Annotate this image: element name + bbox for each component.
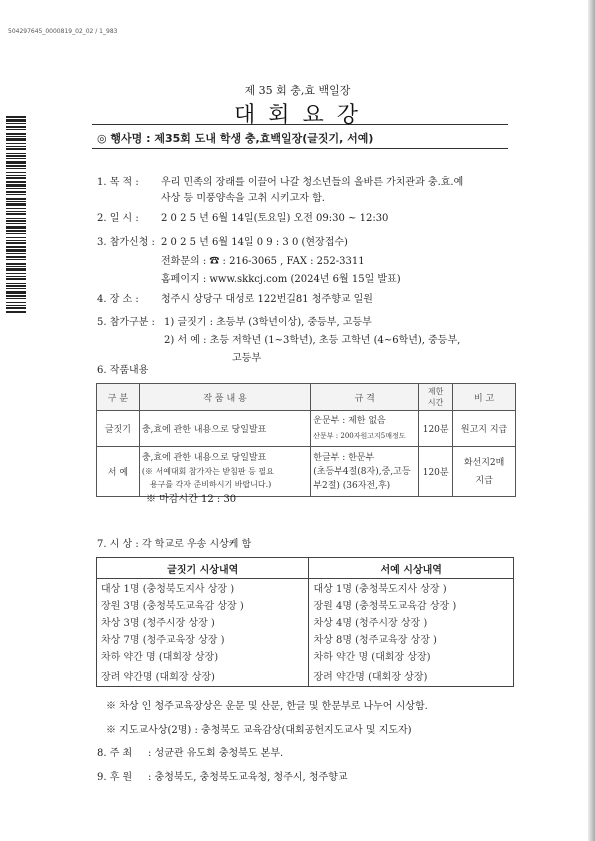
callig-award: 대상 1명 (충청북도지사 상장 ) [309,579,514,597]
works-table [96,383,516,497]
header-note: 비 고 [453,384,516,411]
awards-label: 7. 시 상 : 각 학교로 우송 시상케 함 [97,539,252,550]
divisions-label: 5. 참가구분 : [97,317,155,328]
sponsor-value: : 충청북도, 충청북도교육청, 청주시, 청주향교 [148,772,348,783]
page-title: 대 회 요 강 [234,103,361,128]
host-label: 8. 주 최 [97,748,133,759]
registration-phone: 전화문의 : ☎ : 216-3065 , FAX : 252-3311 [161,256,365,267]
row-spec [311,411,419,447]
awards-header-row [97,558,514,579]
row-note: 원고지 지급 [453,411,516,447]
works-header-row [97,384,516,411]
table-row [97,411,516,447]
divisions-line1: 1) 글짓기 : 초등부 (3학년이상), 중등부, 고등부 [164,317,372,328]
divisions-line2: 2) 서 예 : 초등 저학년 (1~3학년), 초등 고학년 (4~6학년), 중등부, [164,335,461,346]
table-row [97,664,514,687]
registration-label: 3. 참가신청 : [97,237,155,248]
table-row [97,579,514,597]
row-spec-line: 산문부 : 200자원고지5매정도 [313,431,406,440]
page-subtitle: 제 35 회 충,효 백일장 [244,84,351,97]
host-value: : 성균관 유도회 충청북도 본부. [148,748,284,759]
writing-award: 대상 1명 (충청북도지사 상장 ) [97,579,309,597]
row-spec [311,447,419,497]
callig-award: 장원 4명 (충청북도교육감 상장 ) [309,596,514,613]
row-category: 서 예 [97,447,140,497]
works-label: 6. 작품내용 [97,365,149,376]
row-spec-line: 한글부 : 한문부 [313,452,375,463]
row-content: 충,효에 관한 내용으로 당일발표 [139,411,310,447]
header-content: 작 품 내 용 [139,384,310,411]
divisions-line3: 고등부 [232,353,261,364]
date-value: 2 0 2 5 년 6월 14일(토요일) 오전 09:30 ~ 12:30 [161,213,389,224]
divider [92,124,508,125]
row-note-line: 지급 [475,475,493,486]
awards-table [96,557,514,687]
venue-label: 4. 장 소 : [97,294,139,305]
barcode-image [6,116,26,316]
callig-awards-header: 서예 시상내역 [309,558,514,579]
header-category: 구 분 [97,384,140,411]
venue-value: 청주시 상당구 대성로 122번길81 청주향교 일원 [161,294,373,305]
table-row [97,596,514,613]
sponsor-label: 9. 후 원 [97,772,133,783]
table-row [97,447,516,497]
divider [92,148,508,149]
writing-award: 장원 3명 (충청북도교육감 상장 ) [97,596,309,613]
table-row [97,613,514,630]
callig-award: 장려 약간명 (대회장 상장) [309,664,514,687]
deadline: ※ 마감시간 12 : 30 [146,494,237,505]
row-content-line: 용구를 각자 준비하시기 바랍니다.) [149,480,272,489]
callig-award: 차상 4명 (청주시장 상장 ) [309,613,514,630]
writing-award: 차상 7명 (청주교육장 상장 ) [97,630,309,647]
row-time: 120분 [419,411,453,447]
writing-award: 차하 약간 명 (대회장 상장) [97,647,309,664]
table-row [97,630,514,647]
row-time: 120분 [419,447,453,497]
table-row [97,647,514,664]
row-note-line: 화선지2매 [463,457,505,468]
purpose-line1: 우리 민족의 장래를 이끌어 나갈 청소년들의 올바른 가치관과 충.효.예 [161,177,464,188]
registration-web: 홈페이지 : www.skkcj.com (2024년 6월 15일 발표) [161,274,401,285]
awards-note1: ※ 차상 인 청주교육장상은 운문 및 산문, 한글 및 한문부로 나누어 시상함. [106,701,428,712]
registration-value: 2 0 2 5 년 6월 14일 0 9 : 3 0 (현장접수) [161,237,348,248]
header-spec: 규 격 [311,384,419,411]
writing-award: 차상 3명 (청주시장 상장 ) [97,613,309,630]
row-category: 글짓기 [97,411,140,447]
callig-award: 차상 8명 (청주교육장 상장 ) [309,630,514,647]
row-spec-line: 운문부 : 제한 없음 [313,415,386,426]
row-content-line: 충,효에 관한 내용으로 당일발표 [141,453,267,463]
purpose-line2: 사상 등 미풍양속을 고취 시키고자 함. [161,193,325,204]
event-name: ◎ 행사명 : 제35회 도내 학생 충,효백일장(글짓기, 서예) [97,132,374,145]
row-content [139,447,310,497]
callig-award: 차하 약간 명 (대회장 상장) [309,647,514,664]
writing-awards-header: 글짓기 시상내역 [97,558,309,579]
row-content-line: (※ 서예대회 참가자는 받침판 등 필요 [141,467,274,476]
date-label: 2. 일 시 : [97,213,139,224]
header-time: 제한 시간 [419,384,453,411]
row-spec-line: (초등부4절(8자),중,고등 [313,466,411,477]
row-spec-line: 부2절) (36자전,후) [313,480,391,491]
row-note [453,447,516,497]
scan-id: 504297645_0000819_02_02 / 1_983 [8,28,118,35]
awards-note2: ※ 지도교사상(2명) : 충청북도 교육감상(대회공헌지도교사 및 지도자) [106,725,412,736]
purpose-label: 1. 목 적 : [97,177,139,188]
writing-award: 장려 약간명 (대회장 상장) [97,664,309,687]
